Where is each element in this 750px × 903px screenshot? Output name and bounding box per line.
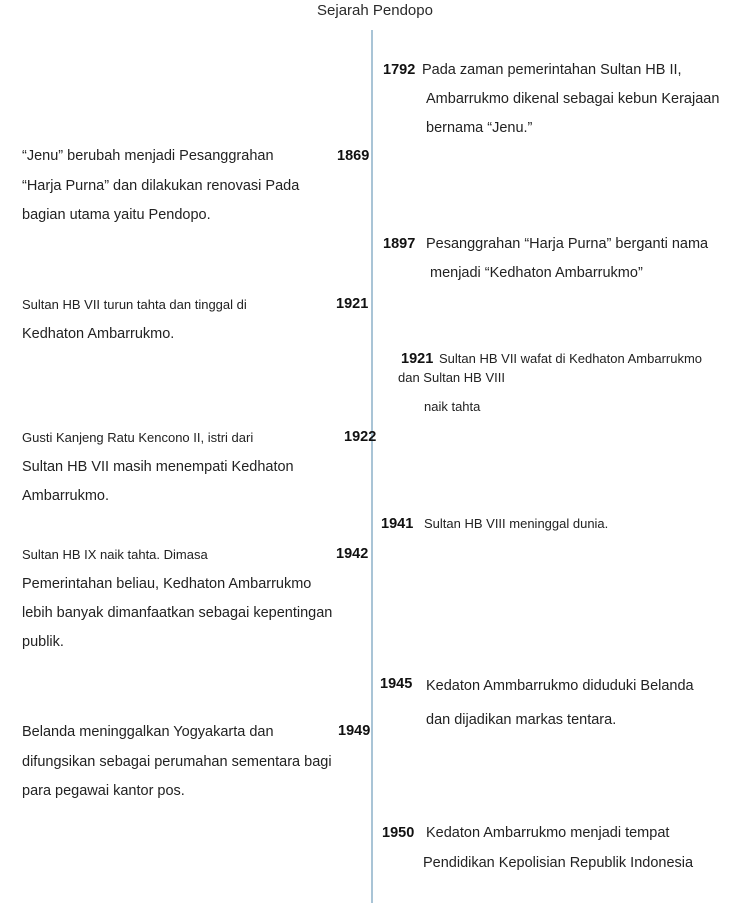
event-text: “Harja Purna” dan dilakukan renovasi Pada — [22, 178, 300, 194]
event-text: Sultan HB VIII meninggal dunia. — [424, 516, 609, 531]
event-year: 1950 — [382, 825, 415, 841]
event-text: difungsikan sebagai perumahan sementara bagi — [22, 754, 332, 770]
event-text: publik. — [22, 634, 64, 650]
event-text: Belanda meninggalkan Yogyakarta dan — [22, 724, 274, 740]
event-year: 1941 — [381, 516, 414, 532]
event-text: Pada zaman pemerintahan Sultan HB II, — [422, 62, 682, 78]
event-year: 1945 — [380, 676, 413, 692]
event-text: Pendidikan Kepolisian Republik Indonesia — [423, 855, 694, 871]
timeline-axis — [371, 30, 373, 903]
event-text: Pemerintahan beliau, Kedhaton Ambarrukmo — [22, 576, 312, 592]
event-text: Sultan HB VII masih menempati Kedhaton — [22, 459, 294, 475]
event-text: Ambarrukmo. — [22, 488, 110, 504]
event-year: 1869 — [337, 148, 370, 164]
event-text: Gusti Kanjeng Ratu Kencono II, istri dari — [22, 430, 254, 445]
event-text: Kedaton Ambarrukmo menjadi tempat — [426, 825, 670, 841]
event-text: bernama “Jenu.” — [426, 120, 533, 136]
event-year: 1897 — [383, 236, 416, 252]
event-text: Kedaton Ammbarrukmo diduduki Belanda — [426, 678, 694, 694]
event-text: Sultan HB IX naik tahta. Dimasa — [22, 547, 208, 562]
event-text: Pesanggrahan “Harja Purna” berganti nama — [426, 236, 709, 252]
event-year: 1942 — [336, 546, 369, 562]
event-text: menjadi “Kedhaton Ambarrukmo” — [430, 265, 643, 281]
event-text: naik tahta — [424, 399, 481, 414]
event-text: Ambarrukmo dikenal sebagai kebun Kerajaan — [426, 91, 720, 107]
event-text: Sultan HB VII turun tahta dan tinggal di — [22, 297, 247, 312]
event-text: lebih banyak dimanfaatkan sebagai kepentingan — [22, 605, 333, 621]
event-text: dan dijadikan markas tentara. — [426, 712, 617, 728]
event-year: 1921 — [401, 351, 434, 367]
event-text: Sultan HB VII wafat di Kedhaton Ambarrukmo — [439, 351, 703, 366]
event-text: Kedhaton Ambarrukmo. — [22, 326, 175, 342]
event-text: bagian utama yaitu Pendopo. — [22, 207, 211, 223]
event-text: “Jenu” berubah menjadi Pesanggrahan — [22, 148, 274, 164]
event-year: 1792 — [383, 62, 416, 78]
event-year: 1922 — [344, 429, 377, 445]
event-year: 1921 — [336, 296, 369, 312]
event-text: para pegawai kantor pos. — [22, 783, 185, 799]
page-title: Sejarah Pendopo — [317, 2, 433, 19]
event-text: dan Sultan HB VIII — [398, 370, 505, 385]
event-year: 1949 — [338, 723, 371, 739]
